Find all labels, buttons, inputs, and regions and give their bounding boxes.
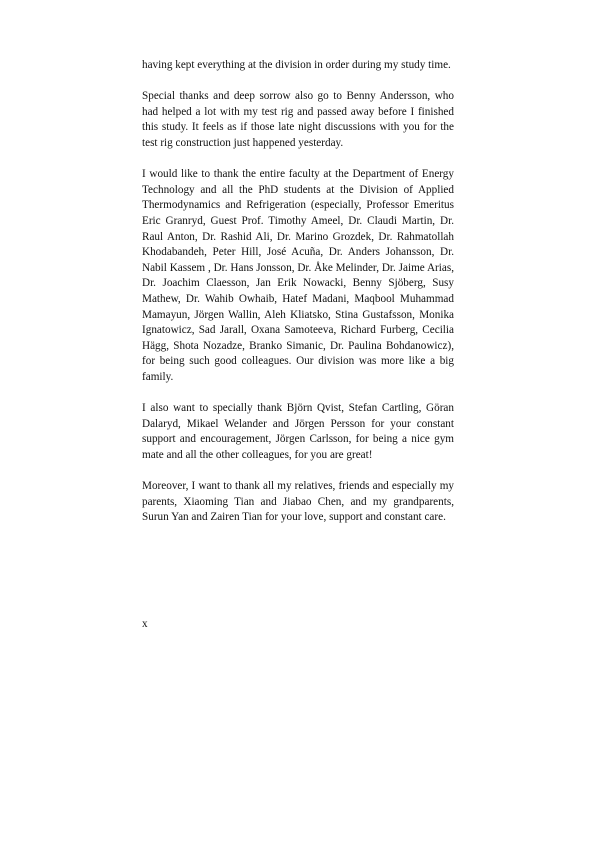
page-number: x — [142, 618, 148, 630]
paragraph-3: I would like to thank the entire faculty at the Department of Energy Technology and all the PhD students at the Division of Applied Thermodynamics and Refrigeration (especially, Professor Emeritus Eric Granryd, Guest Prof. Timothy Ameel, Dr. Claudi Martin, Dr. Raul Anton, Dr. Rashid Ali, Dr. Marino Grozdek, Dr. Rahmatollah Khodabandeh, Peter Hill, José Acuña, Dr. Anders Johansson, Dr. Nabil Kassem , Dr. Hans Jonsson, Dr. Åke Melinder, Dr. Jaime Arias, Dr. Joachim Claesson, Jan Erik Nowacki, Benny Sjöberg, Susy Mathew, Dr. Wahib Owhaib, Hatef Madani, Maqbool Muhammad Mamayun, Jörgen Wallin, Aleh Kliatsko, Stina Gustafsson, Monika Ignatowicz, Sad Jarall, Oxana Samoteeva, Richard Furberg, Cecilia Hägg, Shota Nozadze, Branko Simanic, Dr. Paulina Bohdanowicz), for being such good colleagues. Our division was more like a big family. — [142, 168, 454, 383]
paragraph-2: Special thanks and deep sorrow also go to Benny Andersson, who had helped a lot with my test rig and passed away before I finished this study. It feels as if those late night discussions with you for the test rig construction just happened yesterday. — [142, 90, 454, 149]
paragraph-5: Moreover, I want to thank all my relatives, friends and especially my parents, Xiaoming Tian and Jiabao Chen, and my grandparents, Surun Yan and Zairen Tian for your love, support and constant care. — [142, 480, 454, 524]
acknowledgements-text — [142, 58, 454, 526]
paragraph-1: having kept everything at the division in order during my study time. — [142, 59, 451, 71]
paragraph-4: I also want to specially thank Björn Qvist, Stefan Cartling, Göran Dalaryd, Mikael Welander and Jörgen Persson for your constant support and encouragement, Jörgen Carlsson, for being a nice gym mate and all the other colleagues, for you are great! — [142, 402, 454, 461]
